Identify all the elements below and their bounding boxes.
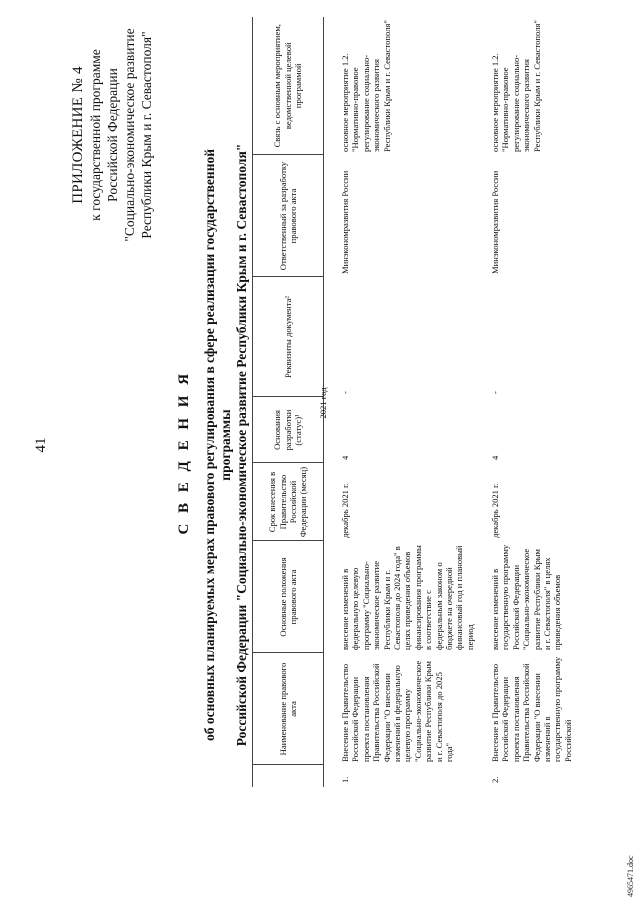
header-deadline: Срок внесения в Правительство Российской Федерации (месяц) — [253, 463, 324, 541]
document-subtitle — [202, 135, 250, 755]
document-title: С В Е Д Е Н И Я — [176, 370, 192, 535]
header-link: Связь с основным мероприятием, ведомственной целевой программой — [253, 17, 324, 155]
row-basis: 4 — [490, 455, 500, 460]
header-requisites: Реквизиты документа² — [253, 277, 324, 397]
appendix-line: Российской Федерации — [105, 68, 120, 202]
row-number: 2. — [490, 776, 500, 783]
row-requisites: - — [490, 391, 500, 394]
row-deadline: декабрь 2021 г. — [340, 483, 350, 538]
appendix-heading: ПРИЛОЖЕНИЕ № 4 — [70, 66, 86, 204]
row-requisites: - — [340, 391, 350, 394]
appendix-line: "Социально-экономическое развитие — [122, 28, 137, 242]
header-basis: Основания разработки (статус)¹ — [253, 397, 324, 463]
row-provisions: внесение изменений в федеральную целевую программу "Социально-экономическое развитие Республики Крым и г. Севастополя до 2024 года" в целях приведения объемов финансирования программы в соответствие с федеральным законом о бюджете на очередной финансовый год и плановый период — [340, 545, 475, 650]
row-name: Внесение в Правительство Российской Федерации проекта постановления Правительства Российской Федерации "О внесении изменений в государственную программу Российской — [490, 656, 573, 762]
appendix-line: Республики Крым и г. Севастополя" — [139, 31, 154, 239]
row-link: основное мероприятие 1.2. "Нормативно-правовое регулирование социально-экономического развития Республики Крым и г. Севастополя" — [340, 20, 392, 152]
appendix-line: к государственной программе — [88, 49, 103, 221]
row-responsible: Минэкономразвития России — [340, 170, 350, 274]
table-row — [336, 17, 486, 787]
row-responsible: Минэкономразвития России — [490, 170, 500, 274]
footer-doc-code: 4965471.doc — [626, 855, 635, 897]
appendix-header — [70, 5, 155, 265]
row-name: Внесение в Правительство Российской Федерации проекта постановления Правительства Российской Федерации "О внесении изменений в федеральную целевую программу "Социально-экономическое развитие Республики Крым и г. Севастополя до 2025 года" — [340, 660, 455, 762]
header-num — [253, 765, 324, 787]
table-header-row — [253, 17, 324, 787]
header-provisions: Основные положения правового акта — [253, 541, 324, 653]
header-responsible: Ответственный за разработку правового акта — [253, 155, 324, 277]
row-basis: 4 — [340, 455, 350, 460]
row-deadline: декабрь 2021 г. — [490, 483, 500, 538]
row-provisions: внесение изменений в государственную программу Российской Федерации "Социально-экономическое развитие Республики Крым и г. Севастополя" в целях приведения объемов — [490, 544, 563, 650]
page-number: 41 — [33, 437, 49, 453]
subtitle-line: Российской Федерации "Социально-экономическое развитие Республики Крым и г. Севастополя" — [234, 143, 249, 747]
table-row — [486, 17, 596, 787]
subtitle-line: об основных планируемых мерах правового регулирования в сфере реализации государственной программы — [202, 148, 233, 742]
year-note: 2021 год — [318, 387, 328, 419]
row-number: 1. — [340, 776, 350, 783]
row-link: основное мероприятие 1.2. "Нормативно-правовое регулирование социально-экономического развития Республики Крым и г. Севастополя" — [490, 20, 542, 152]
header-name: Наименование правового акта — [253, 653, 324, 765]
measures-table — [252, 17, 596, 787]
